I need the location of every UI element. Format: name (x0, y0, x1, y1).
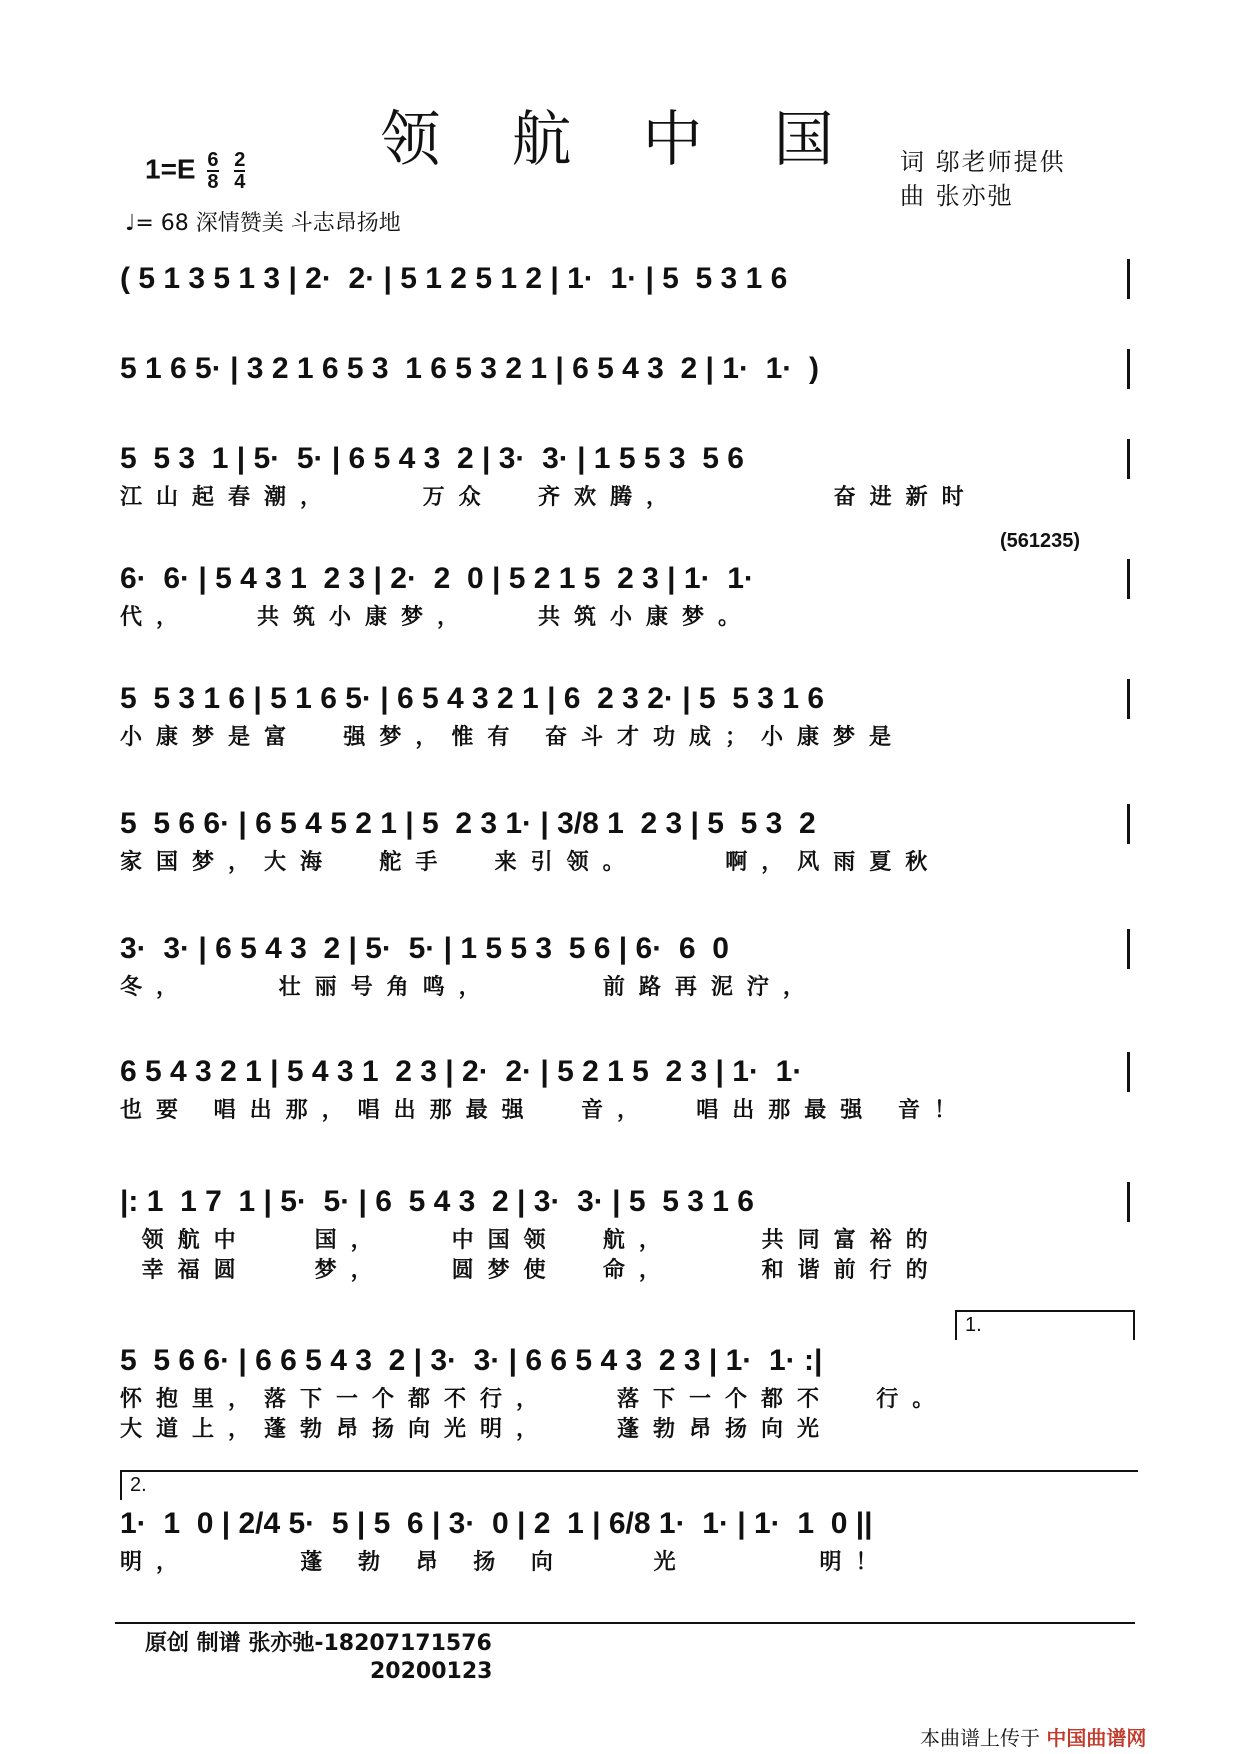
lyric-line: 明， 蓬 勃 昂 扬 向 光 明！ (120, 1550, 892, 1575)
watermark-text: 本曲谱上传于 (920, 1726, 1040, 1750)
notes-line: 5 5 3 1 6 | 5 1 6 5· | 6 5 4 3 2 1 | 6 2 3 2· | 5 5 3 1 6 (120, 682, 825, 715)
score-row-8 (120, 1048, 1130, 1126)
footer-line-1: 原创 制谱 张亦弛-18207171576 (145, 1631, 492, 1656)
watermark (920, 1722, 1146, 1751)
notes-line: |: 1 1 7 1 | 5· 5· | 6 5 4 3 2 | 3· 3· | 5 5 3 1 6 (120, 1185, 754, 1218)
score-row-9 (120, 1178, 1130, 1286)
key-label: 1=E (145, 153, 196, 185)
bar-line (1127, 1182, 1130, 1222)
lyric-line: 代， 共筑小康梦， 共筑小康梦。 (120, 605, 754, 630)
score-row-2 (120, 345, 1130, 393)
lyric-line: 冬， 壮丽号角鸣， 前路再泥泞， (120, 975, 819, 1000)
bar-line (1127, 559, 1130, 599)
footer-credit (145, 1630, 492, 1686)
lyric-line-verse-2: 幸福圆 梦， 圆梦使 命， 和谐前行的 (120, 1258, 942, 1283)
score-row-4 (120, 555, 1130, 633)
score-row-6 (120, 800, 1130, 878)
volta-1: 1. (955, 1310, 1135, 1340)
tempo-marking: ♩= 68 深情赞美 斗志昂扬地 (125, 211, 401, 236)
score-title: 领 航 中 国 (380, 105, 860, 175)
bar-line (1127, 804, 1130, 844)
lyric-line: 江山起春潮， 万众 齐欢腾， 奋进新时 (120, 485, 978, 510)
lyric-line: 领航中 国， 中国领 航， 共同富裕的 (120, 1228, 942, 1253)
notes-line: 6 5 4 3 2 1 | 5 4 3 1 2 3 | 2· 2· | 5 2 1 5 2 3 | 1· 1· (120, 1055, 803, 1088)
score-row-5 (120, 675, 1130, 753)
notes-line: 5 5 3 1 | 5· 5· | 6 5 4 3 2 | 3· 3· | 1 5 5 3 5 6 (120, 442, 744, 475)
volta-2: 2. (120, 1470, 1138, 1500)
bar-line (1127, 679, 1130, 719)
time-signature-24: $\frac{2}{4}$ (234, 149, 246, 193)
lyric-line: 小康梦是富 强梦，惟有 奋斗才功成；小康梦是 (120, 725, 905, 750)
ornament-annotation: (561235) (1000, 530, 1081, 552)
score-row-7 (120, 925, 1130, 1003)
site-logo: 中国曲谱网 (1046, 1726, 1147, 1750)
notes-line: 6· 6· | 5 4 3 1 2 3 | 2· 2 0 | 5 2 1 5 2 3 | 1· 1· (120, 562, 754, 595)
notes-line: 5 5 6 6· | 6 6 5 4 3 2 | 3· 3· | 6 6 5 4 3 2 3 | 1· 1· :| (120, 1344, 823, 1377)
lyricist-credit: 词 邬老师提供 (900, 148, 1066, 176)
bar-line (1127, 439, 1130, 479)
lyric-line: 家国梦，大海 舵手 来引领。 啊，风雨夏秋 (120, 850, 942, 875)
bar-line (1127, 1052, 1130, 1092)
score-row-1 (120, 255, 1130, 303)
notes-line: 3· 3· | 6 5 4 3 2 | 5· 5· | 1 5 5 3 5 6 | 6· 6 0 (120, 932, 729, 965)
notes-line: 1· 1 0 | 2/4 5· 5 | 5 6 | 3· 0 | 2 1 | 6/8 1· 1· | 1· 1 0 || (120, 1507, 873, 1540)
bar-line (1127, 929, 1130, 969)
composer-credit: 曲 张亦弛 (900, 182, 1014, 210)
notes-line: 5 1 6 5· | 3 2 1 6 5 3 1 6 5 3 2 1 | 6 5 4 3 2 | 1· 1· ) (120, 352, 819, 385)
time-signature-68: $\frac{6}{8}$ (207, 149, 219, 193)
lyric-line: 怀抱里，落下一个都不行， 落下一个都不 行。 (120, 1387, 949, 1412)
notes-line: 5 5 6 6· | 6 5 4 5 2 1 | 5 2 3 1· | 3/8 1 2 3 | 5 5 3 2 (120, 807, 816, 840)
footer-divider (115, 1622, 1135, 1624)
lyric-line: 也要 唱出那，唱出那最强 音， 唱出那最强 音！ (120, 1098, 970, 1123)
footer-date: 20200123 (370, 1659, 493, 1684)
score-row-11 (120, 1500, 1130, 1578)
score-row-3 (120, 435, 1130, 513)
score-row-10 (120, 1337, 1130, 1445)
bar-line (1127, 259, 1130, 299)
notes-line: ( 5 1 3 5 1 3 | 2· 2· | 5 1 2 5 1 2 | 1· 1· | 5 5 3 1 6 (120, 262, 788, 295)
key-signature (145, 150, 249, 192)
lyric-line-verse-2: 大道上，蓬勃昂扬向光明， 蓬勃昂扬向光 (120, 1417, 833, 1442)
bar-line (1127, 349, 1130, 389)
